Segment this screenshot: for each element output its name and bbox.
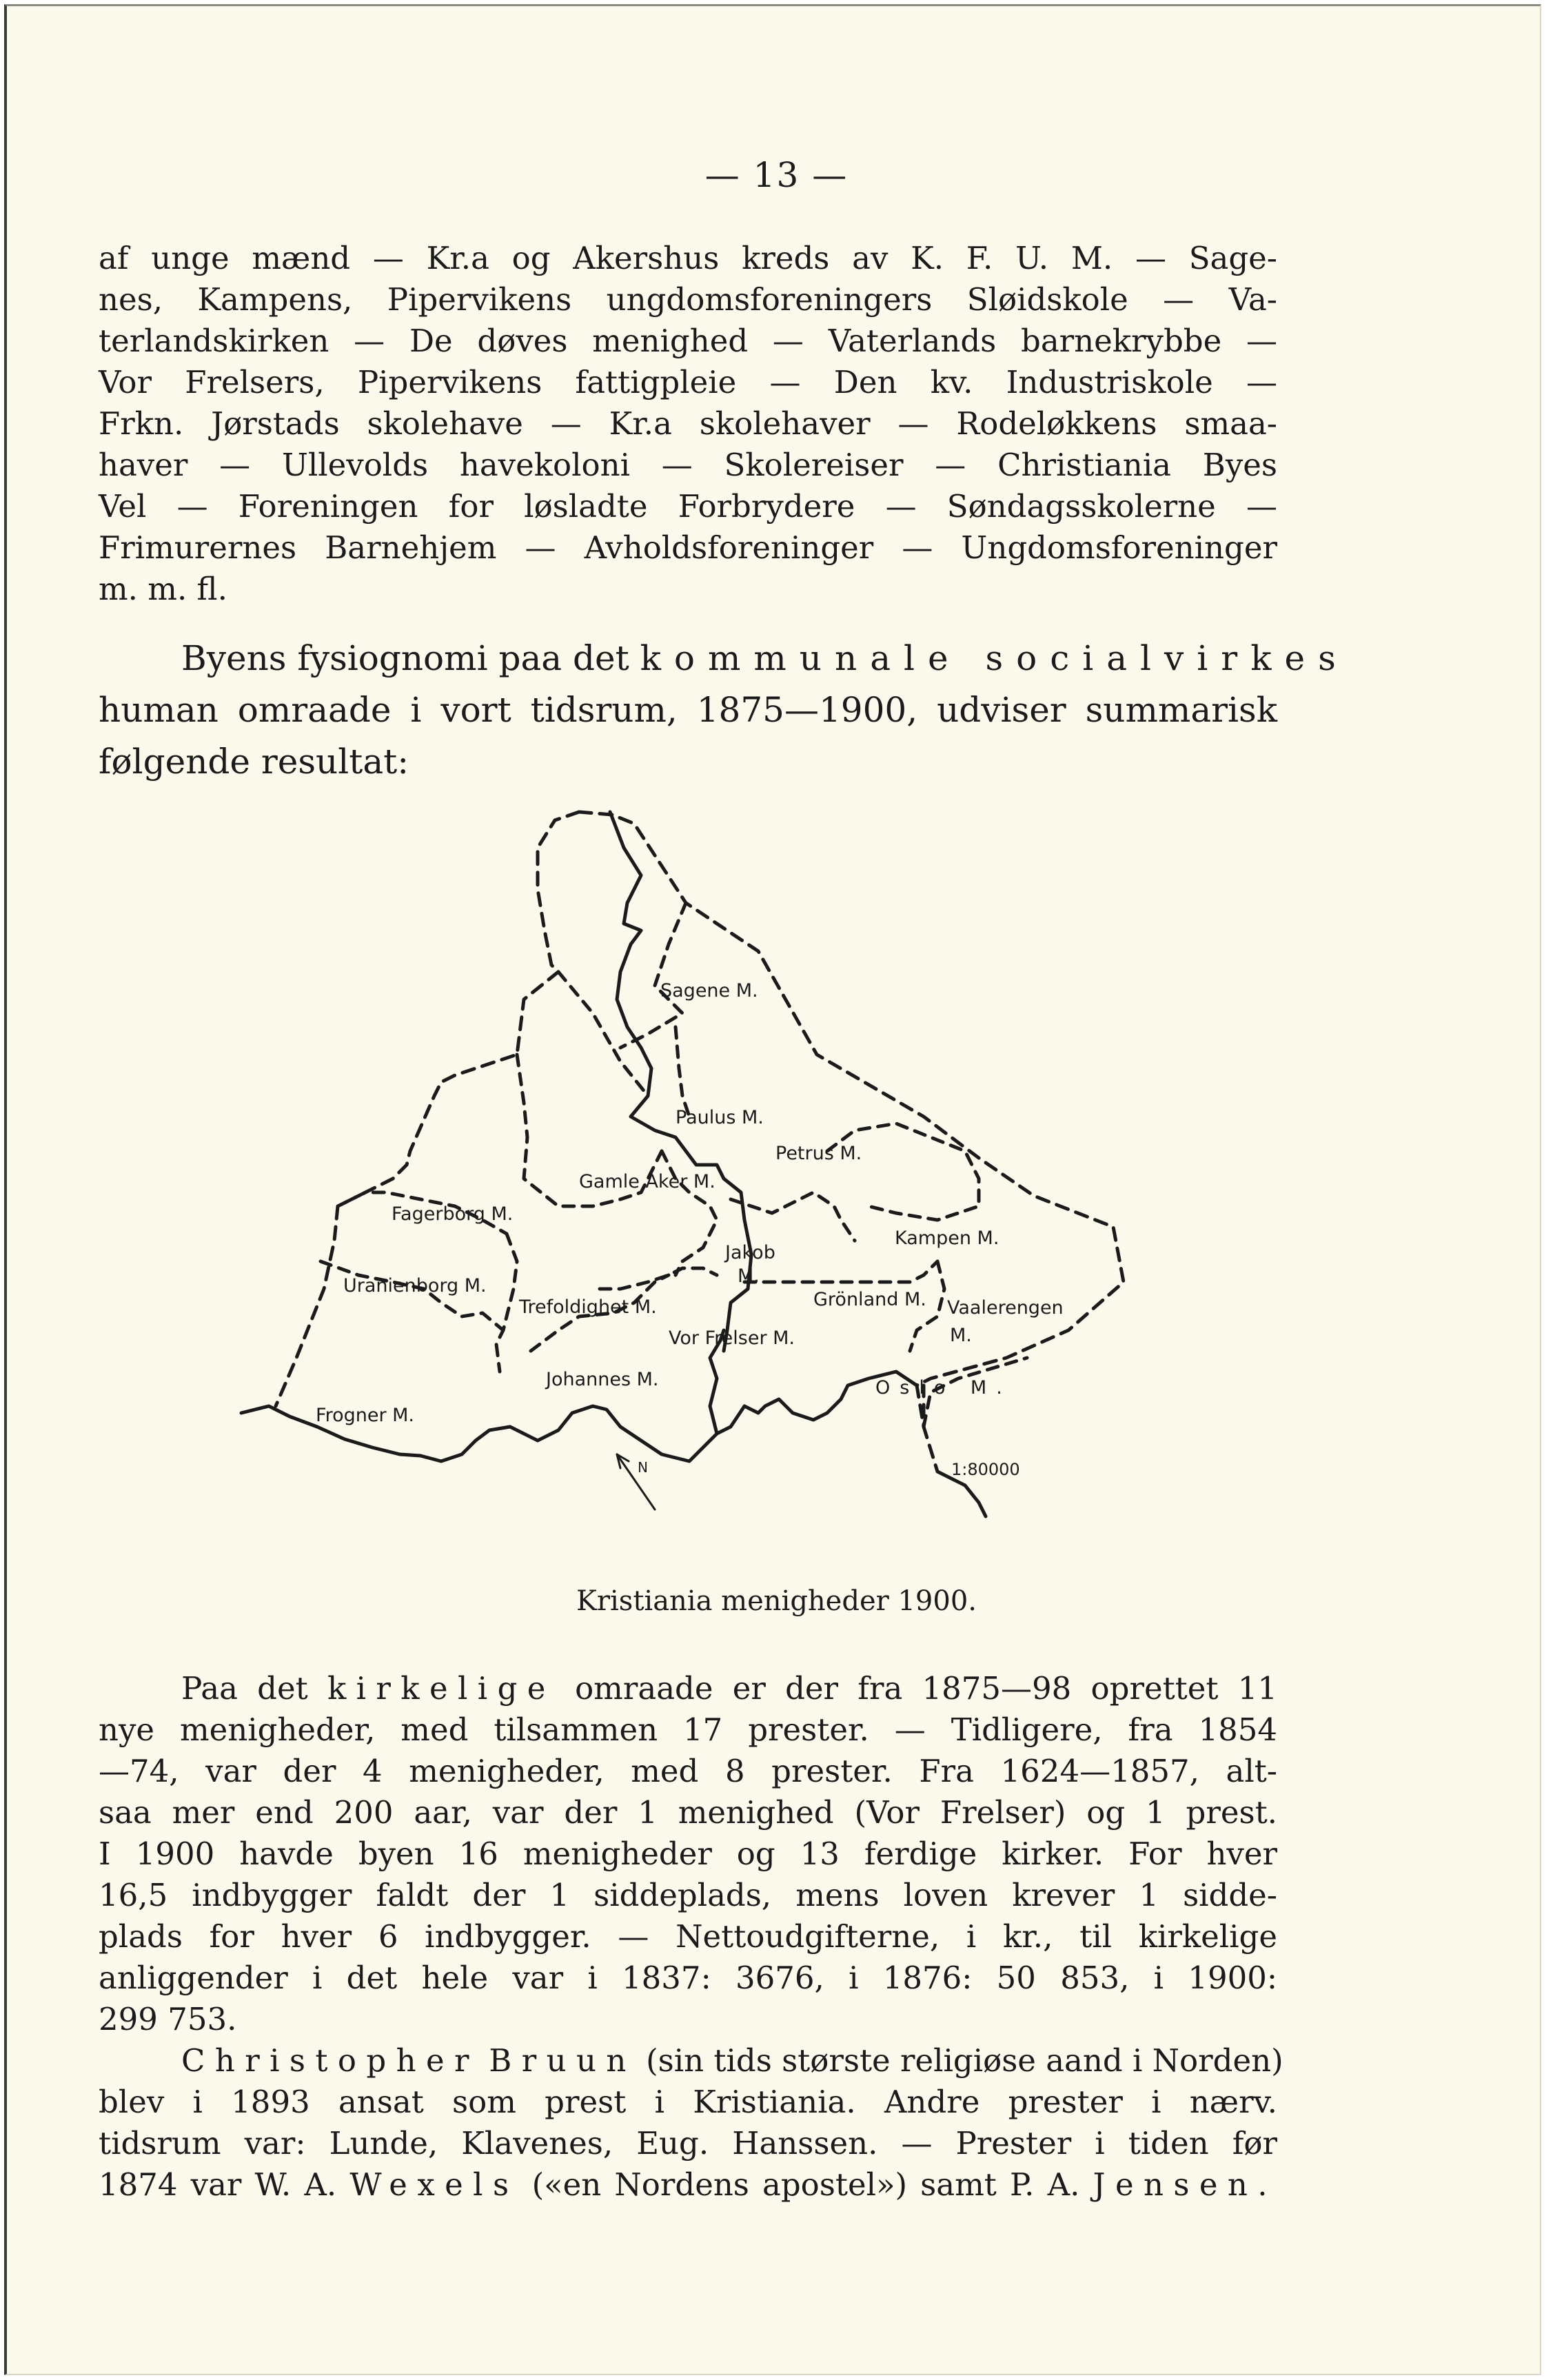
map-label-oslo: Oslo M. bbox=[875, 1377, 1012, 1398]
spaced-text: Wexels bbox=[349, 2166, 519, 2203]
map-label-vor-frelser: Vor Frelser M. bbox=[669, 1328, 795, 1349]
text-line: Vel — Foreningen for løsladte Forbrydere — Søndagsskolerne — bbox=[99, 488, 1277, 525]
boundary-kampen bbox=[827, 1123, 979, 1220]
text-line bbox=[99, 2040, 1283, 2082]
text-line: human omraade i vort tidsrum, 1875—1900, udviser summarisk bbox=[99, 690, 1277, 730]
text-line: plads for hver 6 indbygger. — Nettoudgifterne, i kr., til kirkelige bbox=[99, 1918, 1277, 1955]
boundary-trefoldighet bbox=[496, 1234, 517, 1372]
west-boundary bbox=[276, 972, 558, 1406]
map-label-jakob-m: M. bbox=[738, 1265, 760, 1287]
text-line: 16,5 indbygger faldt der 1 siddeplads, mens loven krever 1 sidde- bbox=[99, 1877, 1277, 1913]
map-label-fagerborg: Fagerborg M. bbox=[392, 1203, 514, 1225]
map-label-sagene: Sagene M. bbox=[660, 980, 758, 1001]
text-line: følgende resultat: bbox=[99, 742, 409, 782]
text-line: nes, Kampens, Pipervikens ungdomsforeningers Sløidskole — Va- bbox=[99, 281, 1277, 318]
text-span: («en Nordens apostel») samt P. A. bbox=[531, 2166, 1080, 2203]
map-label-frogner: Frogner M. bbox=[316, 1405, 415, 1426]
boundary-jakob bbox=[662, 1151, 717, 1275]
text-line bbox=[99, 1668, 1277, 1709]
spaced-text: Christopher bbox=[181, 2042, 479, 2079]
text-line: m. m. fl. bbox=[99, 571, 227, 607]
map-label-johannes: Johannes M. bbox=[546, 1369, 659, 1390]
text-span: 1874 var W. A. bbox=[99, 2166, 337, 2203]
map-label-gamle-aker: Gamle Aker M. bbox=[579, 1171, 715, 1192]
boundary-gronland-top bbox=[731, 1192, 855, 1241]
boundary-vor-frelser bbox=[600, 1268, 717, 1289]
map-label-gronland: Grönland M. bbox=[813, 1289, 926, 1310]
text-span: omraade er der fra 1875—98 oprettet 11 bbox=[555, 1670, 1277, 1707]
map-label-kampen: Kampen M. bbox=[895, 1228, 999, 1249]
text-line: saa mer end 200 aar, var der 1 menighed (Vor Frelser) og 1 prest. bbox=[99, 1794, 1277, 1831]
map-label-uranienborg: Uranienborg M. bbox=[343, 1275, 487, 1296]
text-line: Vor Frelsers, Pipervikens fattigpleie — Den kv. Industriskole — bbox=[99, 364, 1277, 400]
text-line: anliggender i det hele var i 1837: 3676, i 1876: 50 853, i 1900: bbox=[99, 1960, 1277, 1996]
text-line: terlandskirken — De døves menighed — Vaterlands barnekrybbe — bbox=[99, 323, 1277, 359]
text-span: (sin tids største religiøse aand i Norden) bbox=[646, 2042, 1283, 2079]
text-line: —74, var der 4 menigheder, med 8 prester. Fra 1624—1857, alt- bbox=[99, 1753, 1277, 1789]
map-label-vaalerengen-m: M. bbox=[950, 1325, 972, 1346]
spaced-text: Bruun bbox=[489, 2042, 636, 2079]
spaced-text: kirkelige bbox=[327, 1670, 556, 1707]
boundary-gronland-bottom bbox=[744, 1261, 937, 1282]
map-scale: 1:80000 bbox=[951, 1460, 1020, 1479]
map-label-north: N bbox=[638, 1459, 648, 1476]
text-line: Frimurernes Barnehjem — Avholdsforeninger — Ungdomsforeninger bbox=[99, 529, 1277, 566]
paragraph-1 bbox=[99, 238, 1277, 610]
text-line: Frkn. Jørstads skolehave — Kr.a skolehaver — Rodeløkkens smaa- bbox=[99, 405, 1277, 442]
text-line: 299 753. bbox=[99, 2001, 237, 2037]
paragraph-3 bbox=[99, 1668, 1277, 2040]
paragraph-4 bbox=[99, 2040, 1283, 2206]
text-line: haver — Ullevolds havekoloni — Skolereiser — Christiania Byes bbox=[99, 447, 1277, 483]
text-line: I 1900 havde byen 16 menigheder og 13 ferdige kirker. For hver bbox=[99, 1835, 1277, 1872]
text-line: tidsrum var: Lunde, Klavenes, Eug. Hanssen. — Prester i tiden før bbox=[99, 2125, 1277, 2162]
boundary-sagene-paulus bbox=[558, 972, 648, 1096]
text-line bbox=[99, 633, 1349, 684]
text-line: nye menigheder, med tilsammen 17 prester. — Tidligere, fra 1854 bbox=[99, 1711, 1277, 1748]
paragraph-2 bbox=[99, 633, 1349, 788]
parish-map bbox=[234, 806, 1186, 1585]
map-caption: Kristiania menigheder 1900. bbox=[576, 1585, 977, 1617]
map-label-vaalerengen: Vaalerengen bbox=[947, 1297, 1064, 1319]
map-label-trefoldighet: Trefoldighet M. bbox=[519, 1296, 657, 1318]
spaced-text: kommunale socialvirkes bbox=[640, 638, 1349, 678]
text-span: Paa det bbox=[181, 1670, 327, 1707]
text-line bbox=[99, 2164, 1277, 2206]
spaced-text: Jensen. bbox=[1093, 2166, 1277, 2203]
boundary-paulus-petrus bbox=[676, 1027, 689, 1117]
text-line: blev i 1893 ansat som prest i Kristiania. Andre prester i nærv. bbox=[99, 2084, 1277, 2120]
text-span: Byens fysiognomi paa det bbox=[181, 638, 629, 678]
map-label-paulus: Paulus M. bbox=[676, 1107, 764, 1128]
text-line: af unge mænd — Kr.a og Akershus kreds av K. F. U. M. — Sage- bbox=[99, 240, 1277, 276]
map-label-jakob: Jakob bbox=[725, 1242, 775, 1263]
north-arrow bbox=[617, 1454, 655, 1509]
page-number: — 13 — bbox=[704, 155, 849, 195]
map-label-petrus: Petrus M. bbox=[775, 1143, 862, 1164]
